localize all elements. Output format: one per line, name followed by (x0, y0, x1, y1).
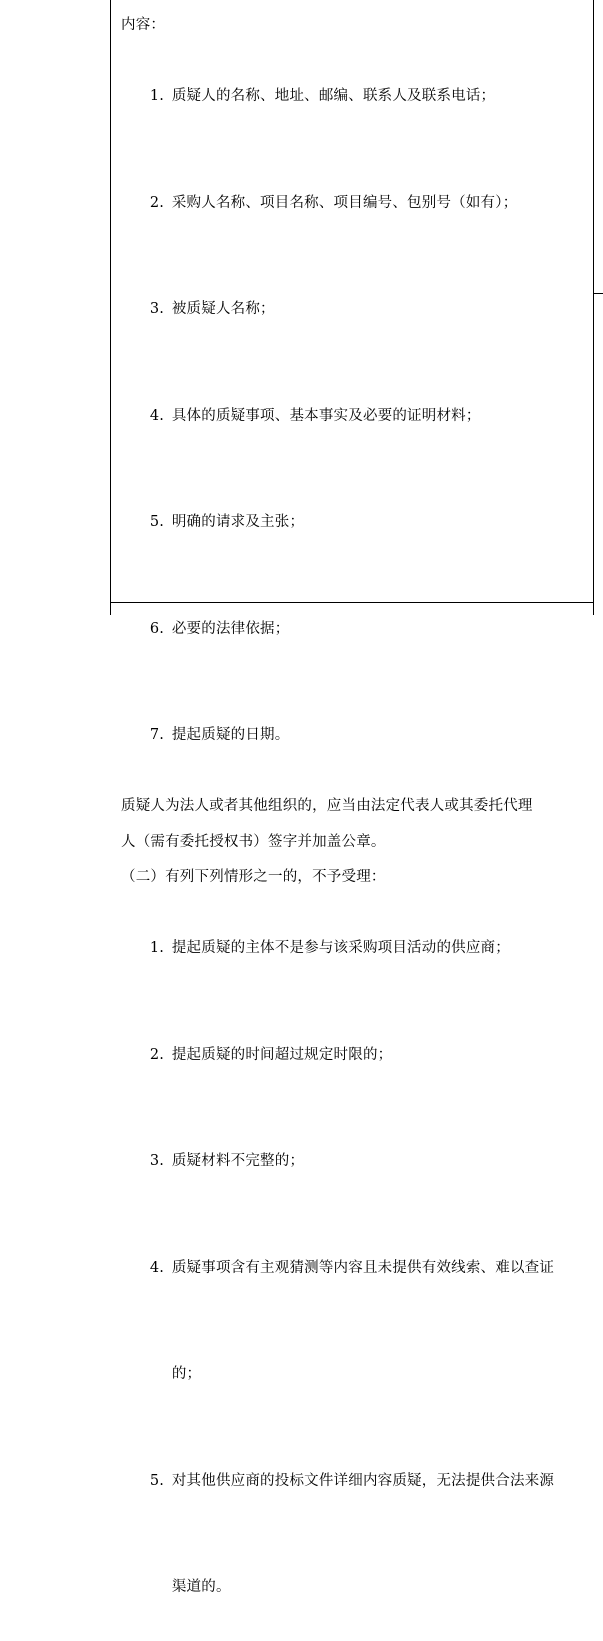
list-item-number: 5. (150, 1464, 172, 1500)
list-item-number: 2. (150, 1038, 172, 1074)
table-border-right (593, 0, 594, 615)
list-item (121, 1428, 585, 1535)
list-item (121, 1109, 585, 1216)
list-item-number: 3. (150, 1144, 172, 1180)
list-item (121, 150, 585, 257)
list-item-text: 的； (172, 1366, 201, 1382)
list-item-number: 1. (150, 79, 172, 115)
list-item-text: 提起质疑的主体不是参与该采购项目活动的供应商； (172, 940, 510, 956)
list-item-continuation (121, 1322, 585, 1429)
list-item-text: 质疑人的名称、地址、邮编、联系人及联系电话； (172, 88, 495, 104)
list-item-text: 提起质疑的日期。 (172, 727, 290, 743)
list-item-text: 采购人名称、项目名称、项目编号、包别号（如有）； (172, 195, 518, 211)
list-item-number: 4. (150, 399, 172, 435)
list-item-text: 提起质疑的时间超过规定时限的； (172, 1047, 393, 1063)
list-item-text: 质疑事项含有主观猜测等内容且未提供有效线索、难以查证 (172, 1260, 554, 1276)
list-item-number: 1. (150, 931, 172, 967)
list-item-number: 7. (150, 718, 172, 754)
list-item-text: 对其他供应商的投标文件详细内容质疑，无法提供合法来源 (172, 1473, 554, 1489)
list-item-continuation (121, 1535, 585, 1641)
list-item-number: 3. (150, 292, 172, 328)
list-item-number: 4. (150, 1251, 172, 1287)
list-item (121, 576, 585, 683)
list-item-text: 渠道的。 (172, 1579, 231, 1595)
list-item-text: 明确的请求及主张； (172, 514, 304, 530)
list-item-number: 2. (150, 186, 172, 222)
document-page (0, 0, 603, 615)
list-item (121, 363, 585, 470)
list-item (121, 1002, 585, 1109)
list-item-text: 质疑材料不完整的； (172, 1153, 304, 1169)
list-item (121, 896, 585, 1003)
paragraph-line: 人（需有委托授权书）签字并加盖公章。 (121, 825, 585, 861)
content-heading: 内容： (121, 8, 585, 44)
content-subheading: （二）有列下列情形之一的，不予受理： (121, 860, 585, 896)
list-item (121, 470, 585, 577)
list-item-text: 必要的法律依据； (172, 621, 290, 637)
list-item (121, 1215, 585, 1322)
list-item-text: 具体的质疑事项、基本事实及必要的证明材料； (172, 408, 481, 424)
list-item (121, 257, 585, 364)
list-item-number: 6. (150, 612, 172, 648)
list-item (121, 683, 585, 790)
list-item-number: 5. (150, 505, 172, 541)
list-item-text: 被质疑人名称； (172, 301, 275, 317)
list-item (121, 44, 585, 151)
table-left-column (0, 0, 110, 615)
table-content-cell (111, 0, 593, 602)
paragraph-line: 质疑人为法人或者其他组织的，应当由法定代表人或其委托代理 (121, 789, 585, 825)
table-row-tick-right (593, 293, 603, 294)
